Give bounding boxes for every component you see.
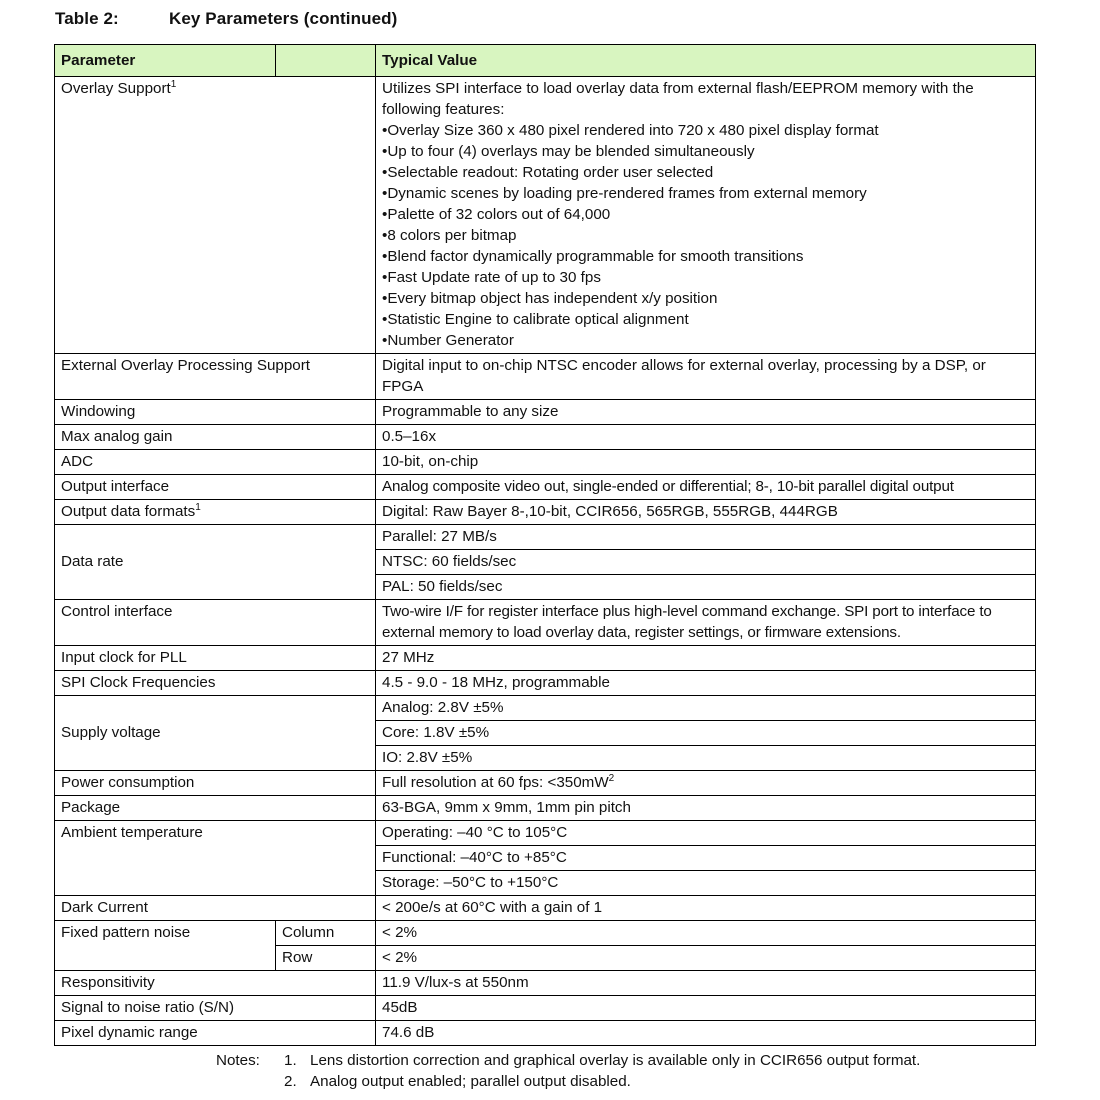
sub-label-row: Row [276,946,376,971]
table-row [55,354,1036,400]
note-item: 2. Analog output enabled; parallel output disabled. [284,1073,631,1090]
list-item: •Number Generator [382,332,514,349]
row-value: < 2% [376,921,1036,946]
row-value: 27 MHz [376,646,1036,671]
table-row [55,671,1036,696]
row-value: NTSC: 60 fields/sec [376,550,1036,575]
row-label: Windowing [55,400,376,425]
list-item: •Fast Update rate of up to 30 fps [382,269,601,286]
header-empty [276,45,376,77]
header-parameter: Parameter [55,45,276,77]
row-label: SPI Clock Frequencies [55,671,376,696]
table-title [55,9,397,29]
row-label: Fixed pattern noise [55,921,276,971]
header-typical-value: Typical Value [376,45,1036,77]
table-row [55,450,1036,475]
row-label: Supply voltage [55,696,376,771]
row-value: Digital: Raw Bayer 8-,10-bit, CCIR656, 565RGB, 555RGB, 444RGB [376,500,1036,525]
row-label: Max analog gain [55,425,376,450]
overlay-intro: Utilizes SPI interface to load overlay data from external flash/EEPROM memory with the following features: [382,80,974,118]
row-value: Analog: 2.8V ±5% [376,696,1036,721]
row-label: Pixel dynamic range [55,1021,376,1046]
table-row [55,796,1036,821]
row-label: Overlay Support$^1$ [55,77,376,354]
row-label: Data rate [55,525,376,600]
key-parameters-table [54,44,1036,1046]
row-value: 0.5–16x [376,425,1036,450]
table-row [55,921,1036,946]
list-item: •Statistic Engine to calibrate optical alignment [382,311,689,328]
row-value: 10-bit, on-chip [376,450,1036,475]
table-row [55,525,1036,550]
row-value: Two-wire I/F for register interface plus high-level command exchange. SPI port to interface to external memory to load overlay data, register settings, or firmware extensions. [376,600,1036,646]
table-row [55,77,1036,354]
row-value: Digital input to on-chip NTSC encoder allows for external overlay, processing by a DSP, or FPGA [376,354,1036,400]
notes-list [284,1050,920,1092]
table-row [55,971,1036,996]
table-row [55,646,1036,671]
list-item: •Overlay Size 360 x 480 pixel rendered into 720 x 480 pixel display format [382,122,879,139]
row-value: Parallel: 27 MB/s [376,525,1036,550]
row-label: Package [55,796,376,821]
row-value: IO: 2.8V ±5% [376,746,1036,771]
row-value: < 200e/s at 60°C with a gain of 1 [376,896,1036,921]
row-label: Dark Current [55,896,376,921]
row-value: 45dB [376,996,1036,1021]
table-number: Table 2: [55,9,119,28]
table-row [55,400,1036,425]
table-row [55,1021,1036,1046]
table-row [55,896,1036,921]
row-label: Input clock for PLL [55,646,376,671]
overlay-features [376,77,1036,354]
table-row [55,696,1036,721]
list-item: •Dynamic scenes by loading pre-rendered frames from external memory [382,185,867,202]
list-item: •8 colors per bitmap [382,227,517,244]
sub-label-column: Column [276,921,376,946]
list-item: •Blend factor dynamically programmable for smooth transitions [382,248,804,265]
table-row [55,771,1036,796]
row-label: Power consumption [55,771,376,796]
row-value: PAL: 50 fields/sec [376,575,1036,600]
list-item: •Every bitmap object has independent x/y position [382,290,718,307]
table-row [55,425,1036,450]
row-value: Core: 1.8V ±5% [376,721,1036,746]
table-title-text: Key Parameters (continued) [169,9,398,28]
row-value: Analog composite video out, single-ended or differential; 8-, 10-bit parallel digital output [376,475,1036,500]
list-item: •Palette of 32 colors out of 64,000 [382,206,611,223]
row-value: 4.5 - 9.0 - 18 MHz, programmable [376,671,1036,696]
row-value: Operating: –40 °C to 105°C [376,821,1036,846]
row-value: Full resolution at 60 fps: $<350mW^2$ [376,771,1036,796]
row-label: Signal to noise ratio (S/N) [55,996,376,1021]
notes-label: Notes: [216,1052,260,1069]
row-value: Functional: –40°C to +85°C [376,846,1036,871]
row-value: 63-BGA, 9mm x 9mm, 1mm pin pitch [376,796,1036,821]
row-label: Output interface [55,475,376,500]
row-label: Responsitivity [55,971,376,996]
table-row [55,996,1036,1021]
row-label: ADC [55,450,376,475]
row-label: External Overlay Processing Support [55,354,376,400]
row-value: 11.9 V/lux-s at 550nm [376,971,1036,996]
row-value: Storage: –50°C to +150°C [376,871,1036,896]
table-row [55,600,1036,646]
list-item: •Up to four (4) overlays may be blended simultaneously [382,143,755,160]
row-value: Programmable to any size [376,400,1036,425]
row-value: < 2% [376,946,1036,971]
row-label: Output data formats$^1$ [55,500,376,525]
note-item: 1. Lens distortion correction and graphical overlay is available only in CCIR656 output format. [284,1052,921,1069]
list-item: •Selectable readout: Rotating order user selected [382,164,714,181]
row-label: Ambient temperature [55,821,376,896]
table-row [55,475,1036,500]
table-row [55,500,1036,525]
row-label: Control interface [55,600,376,646]
row-value: 74.6 dB [376,1021,1036,1046]
table-header-row [55,45,1036,77]
table-row [55,821,1036,846]
